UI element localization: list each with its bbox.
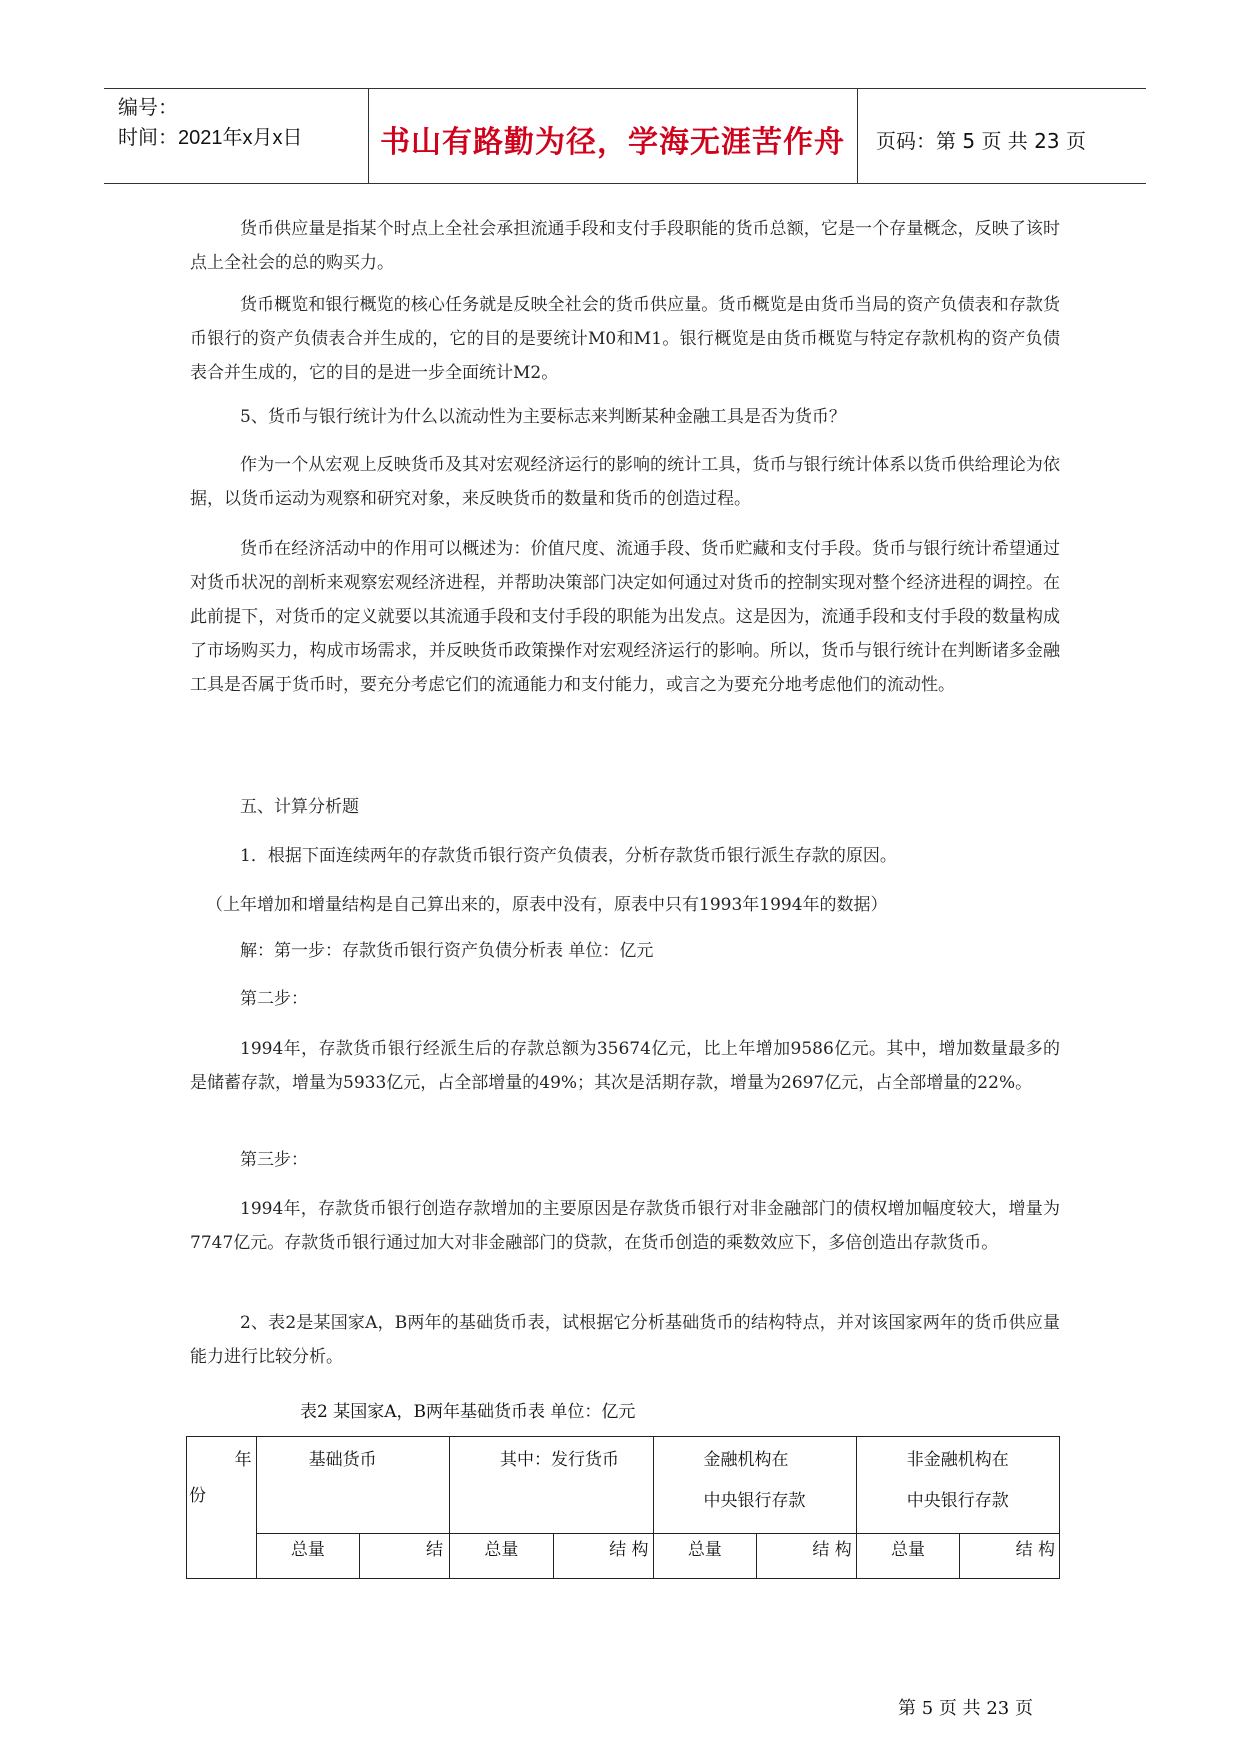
table-header-cell: 基础货币	[256, 1437, 449, 1534]
step-label: 第二步：	[240, 989, 308, 1009]
doc-time-label: 时间：2021年x月x日	[118, 127, 303, 149]
question-heading: 2、表2是某国家A，B两年的基础货币表，试根据它分析基础货币的结构特点，并对该国家两年的货币供应量能力进行比较分析。	[190, 1313, 1060, 1367]
header-meta	[118, 93, 303, 153]
table-subheader-cell: 结 构	[757, 1534, 857, 1579]
note: （上年增加和增量结构是自己算出来的，原表中没有，原表中只有1993年1994年的数据）	[206, 895, 888, 915]
paragraph: 货币概览和银行概览的核心任务就是反映全社会的货币供应量。货币概览是由货币当局的资产负债表和存款货币银行的资产负债表合并生成的，它的目的是要统计M0和M1。银行概览是由货币概览与特定存款机构的资产负债表合并生成的，它的目的是进一步全面统计M2。	[190, 295, 1060, 383]
table-header-cell: 其中：发行货币	[450, 1437, 654, 1534]
paragraph: 1994年，存款货币银行经派生后的存款总额为35674亿元，比上年增加9586亿元。其中，增加数量最多的是储蓄存款，增量为5933亿元，占全部增量的49%；其次是活期存款，增量为2697亿元，占全部增量的22%。	[190, 1039, 1060, 1093]
year-label-bottom: 份	[189, 1486, 206, 1506]
paragraph: 货币在经济活动中的作用可以概述为：价值尺度、流通手段、货币贮藏和支付手段。货币与银行统计希望通过对货币状况的剖析来观察宏观经济进程，并帮助决策部门决定如何通过对货币的控制实现对整个经济进程的调控。在此前提下，对货币的定义就要以其流通手段和支付手段的职能为出发点。这是因为，流通手段和支付手段的数量构成了市场购买力，构成市场需求，并反映货币政策操作对宏观经济运行的影响。所以，货币与银行统计在判断诸多金融工具是否属于货币时，要充分考虑它们的流通能力和支付能力，或言之为要充分地考虑他们的流动性。	[190, 539, 1060, 695]
question-heading: 5、货币与银行统计为什么以流动性为主要标志来判断某种金融工具是否为货币？	[240, 407, 846, 427]
table-subheader-cell: 总量	[256, 1534, 360, 1579]
year-label-top: 年	[234, 1450, 252, 1470]
page-footer: 第 5 页 共 23 页	[898, 1698, 1033, 1719]
paragraph: 1994年，存款货币银行创造存款增加的主要原因是存款货币银行对非金融部门的债权增加幅度较大，增量为7747亿元。存款货币银行通过加大对非金融部门的贷款，在货币创造的乘数效应下，多倍创造出存款货币。	[190, 1199, 1060, 1253]
doc-number-label: 编号：	[118, 97, 178, 119]
year-header-cell	[187, 1437, 257, 1579]
section-heading: 五、计算分析题	[240, 797, 359, 817]
paragraph: 作为一个从宏观上反映货币及其对宏观经济运行的影响的统计工具，货币与银行统计体系以货币供给理论为依据，以货币运动为观察和研究对象，来反映货币的数量和货币的创造过程。	[190, 455, 1060, 509]
header-motto: 书山有路勤为径，学海无涯苦作舟	[380, 125, 845, 160]
table-header-cell: 非金融机构在 中央银行存款	[856, 1437, 1059, 1534]
table-subheader-cell: 总量	[450, 1534, 554, 1579]
table-subheader-cell: 总量	[856, 1534, 960, 1579]
table-caption: 表2 某国家A，B两年基础货币表 单位：亿元	[300, 1402, 636, 1422]
table-subheader-cell: 结	[360, 1534, 450, 1579]
header-divider	[857, 89, 858, 183]
header-page-label: 页码：第 5 页 共 23 页	[876, 129, 1086, 153]
table-subheader-cell: 结 构	[553, 1534, 653, 1579]
table-header-cell: 金融机构在 中央银行存款	[653, 1437, 856, 1534]
step-label: 解：第一步：存款货币银行资产负债分析表 单位：亿元	[240, 941, 654, 961]
step-label: 第三步：	[240, 1150, 308, 1170]
page-header	[104, 88, 1146, 184]
table-subheader-cell: 结 构	[960, 1534, 1060, 1579]
base-money-table	[186, 1436, 1060, 1579]
question-heading: 1．根据下面连续两年的存款货币银行资产负债表，分析存款货币银行派生存款的原因。	[240, 846, 897, 866]
paragraph: 货币供应量是指某个时点上全社会承担流通手段和支付手段职能的货币总额，它是一个存量概念，反映了该时点上全社会的总的购买力。	[190, 219, 1060, 273]
table-subheader-cell: 总量	[653, 1534, 757, 1579]
